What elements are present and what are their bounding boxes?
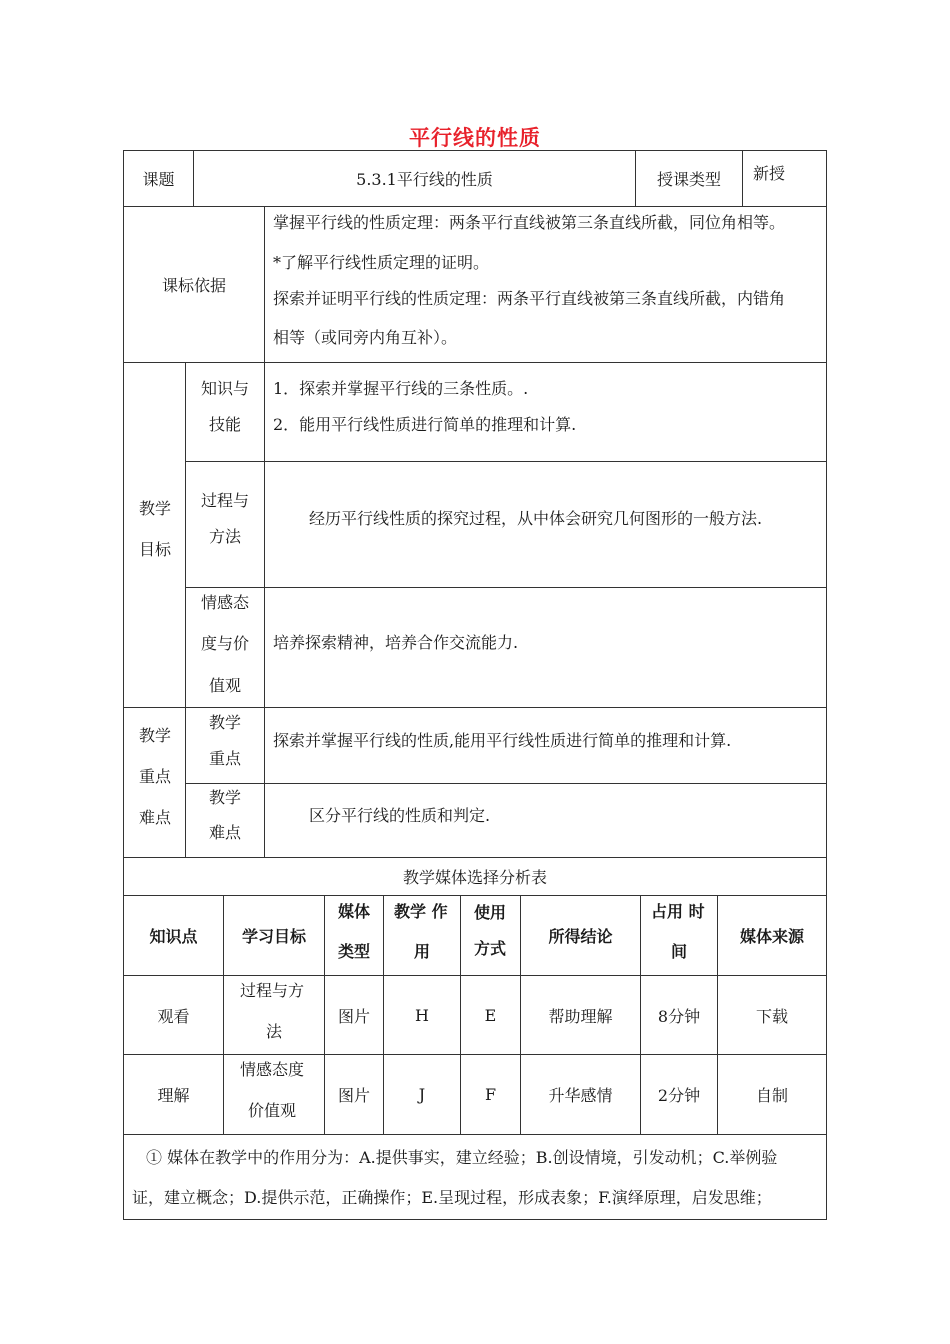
header-use-label-a: 使用 xyxy=(474,903,507,922)
table-row-use xyxy=(460,1054,521,1135)
table-row-time xyxy=(640,1054,718,1135)
basis-line-4: 相等（或同旁内角互补）。 xyxy=(273,328,458,347)
table-row-time xyxy=(640,975,718,1055)
table-row-role xyxy=(383,975,461,1055)
process-label-b: 方法 xyxy=(209,527,242,546)
emotion-label-c: 值观 xyxy=(209,676,242,695)
media-header-time xyxy=(640,895,718,976)
keypoints-label-cell xyxy=(123,707,186,858)
knowledge-content-cell xyxy=(264,362,827,462)
row-role: H xyxy=(415,1005,429,1025)
row-result: 帮助理解 xyxy=(548,1006,613,1026)
header-source-label: 媒体来源 xyxy=(739,927,804,946)
document-title: 平行线的性质 xyxy=(409,125,541,150)
diff-text: 区分平行线的性质和判定. xyxy=(309,806,491,825)
table-row-type xyxy=(324,1054,384,1135)
table-row-use xyxy=(460,975,521,1055)
emotion-text: 培养探索精神，培养合作交流能力. xyxy=(273,633,519,652)
table-row-role xyxy=(383,1054,461,1135)
keypoints-label-a: 教学 xyxy=(139,726,172,745)
knowledge-label-cell xyxy=(185,362,265,462)
row-point: 理解 xyxy=(157,1086,190,1105)
diff-label-cell xyxy=(185,783,265,858)
diff-label-a: 教学 xyxy=(209,788,242,807)
header-result-label: 所得结论 xyxy=(548,927,613,946)
row-source: 自制 xyxy=(755,1086,788,1105)
row-time: 2分钟 xyxy=(657,1086,701,1105)
row-result: 升华感情 xyxy=(548,1086,613,1105)
knowledge-label-b: 技能 xyxy=(209,415,242,434)
type-label-cell xyxy=(635,150,743,207)
keypoints-label-c: 难点 xyxy=(139,808,172,827)
knowledge-label-a: 知识与 xyxy=(201,379,250,398)
header-type-label-b: 类型 xyxy=(338,942,371,961)
header-point-label: 知识点 xyxy=(149,927,198,946)
row-point: 观看 xyxy=(157,1006,190,1026)
row-use: F xyxy=(484,1085,497,1104)
row-goal-a: 情感态度 xyxy=(240,1060,305,1079)
header-time-label-b: 间 xyxy=(671,942,688,961)
table-row xyxy=(123,1054,224,1135)
row-goal-b: 法 xyxy=(266,1022,283,1041)
header-role-label-a: 教学 作 xyxy=(394,902,448,921)
basis-line-1: 掌握平行线的性质定理：两条平行直线被第三条直线所截，同位角相等。 xyxy=(273,213,786,232)
row-source: 下载 xyxy=(755,1006,788,1026)
header-type-label-a: 媒体 xyxy=(338,902,371,921)
key-label-b: 重点 xyxy=(209,749,242,768)
goals-label-a: 教学 xyxy=(139,499,172,518)
goals-label-cell xyxy=(123,362,186,708)
key-label-a: 教学 xyxy=(209,713,242,732)
topic-label: 课题 xyxy=(142,170,175,189)
topic-label-cell xyxy=(123,150,194,207)
basis-content-cell xyxy=(264,206,827,363)
basis-label-cell xyxy=(123,206,265,363)
header-role-label-b: 用 xyxy=(414,942,431,961)
media-header-source xyxy=(717,895,827,976)
row-goal-a: 过程与方 xyxy=(240,981,305,1000)
key-text: 探索并掌握平行线的性质,能用平行线性质进行简单的推理和计算. xyxy=(273,731,732,750)
key-content-cell xyxy=(264,707,827,784)
header-use-label-b: 方式 xyxy=(474,939,507,958)
media-header-result xyxy=(520,895,641,976)
media-title-cell xyxy=(123,857,827,896)
media-header-goal xyxy=(223,895,325,976)
process-label-a: 过程与 xyxy=(201,491,250,510)
emotion-content-cell xyxy=(264,587,827,708)
diff-content-cell xyxy=(264,783,827,858)
process-content-cell xyxy=(264,461,827,588)
process-label-cell xyxy=(185,461,265,588)
type-label: 授课类型 xyxy=(656,170,721,189)
table-row-result xyxy=(520,1054,641,1135)
row-goal-b: 价值观 xyxy=(248,1101,297,1120)
media-note-cell xyxy=(123,1134,827,1220)
basis-label: 课标依据 xyxy=(161,276,226,295)
topic-cell xyxy=(193,150,636,207)
media-header-point xyxy=(123,895,224,976)
media-note-line-2: 证，建立概念；D.提供示范，正确操作；E.呈现过程，形成表象；F.演绎原理，启发思维； xyxy=(132,1188,772,1207)
row-type: 图片 xyxy=(337,1086,370,1105)
media-header-use xyxy=(460,895,521,976)
table-row-goal xyxy=(223,1054,325,1135)
key-label-cell xyxy=(185,707,265,784)
type-cell xyxy=(742,150,827,207)
row-use: E xyxy=(484,1005,497,1025)
media-note-line-1: ① 媒体在教学中的作用分为：A.提供事实，建立经验；B.创设情境，引发动机；C.举例验 xyxy=(146,1148,778,1167)
header-goal-label: 学习目标 xyxy=(241,927,306,946)
knowledge-line-2: 2．能用平行线性质进行简单的推理和计算. xyxy=(273,415,577,434)
process-text: 经历平行线性质的探究过程，从中体会研究几何图形的一般方法. xyxy=(309,509,763,528)
emotion-label-a: 情感态 xyxy=(201,593,250,612)
table-row xyxy=(123,975,224,1055)
row-role: J xyxy=(418,1085,426,1104)
table-row-goal xyxy=(223,975,325,1055)
media-header-type xyxy=(324,895,384,976)
media-title: 教学媒体选择分析表 xyxy=(402,868,547,887)
knowledge-line-1: 1．探索并掌握平行线的三条性质。. xyxy=(273,379,529,398)
emotion-label-b: 度与价 xyxy=(201,634,250,653)
row-time: 8分钟 xyxy=(657,1006,701,1026)
emotion-label-cell xyxy=(185,587,265,708)
header-time-label-a: 占用 时 xyxy=(651,902,705,921)
media-header-role xyxy=(383,895,461,976)
basis-line-2: *了解平行线性质定理的证明。 xyxy=(273,253,490,272)
keypoints-label-b: 重点 xyxy=(139,767,172,786)
type-value: 新授 xyxy=(753,164,786,183)
table-row-type xyxy=(324,975,384,1055)
goals-label-b: 目标 xyxy=(139,540,172,559)
basis-line-3: 探索并证明平行线的性质定理：两条平行直线被第三条直线所截，内错角 xyxy=(273,289,786,308)
table-row-source xyxy=(717,975,827,1055)
table-row-result xyxy=(520,975,641,1055)
row-type: 图片 xyxy=(337,1006,370,1026)
topic-value: 5.3.1平行线的性质 xyxy=(356,170,493,189)
table-row-source xyxy=(717,1054,827,1135)
diff-label-b: 难点 xyxy=(209,823,242,842)
